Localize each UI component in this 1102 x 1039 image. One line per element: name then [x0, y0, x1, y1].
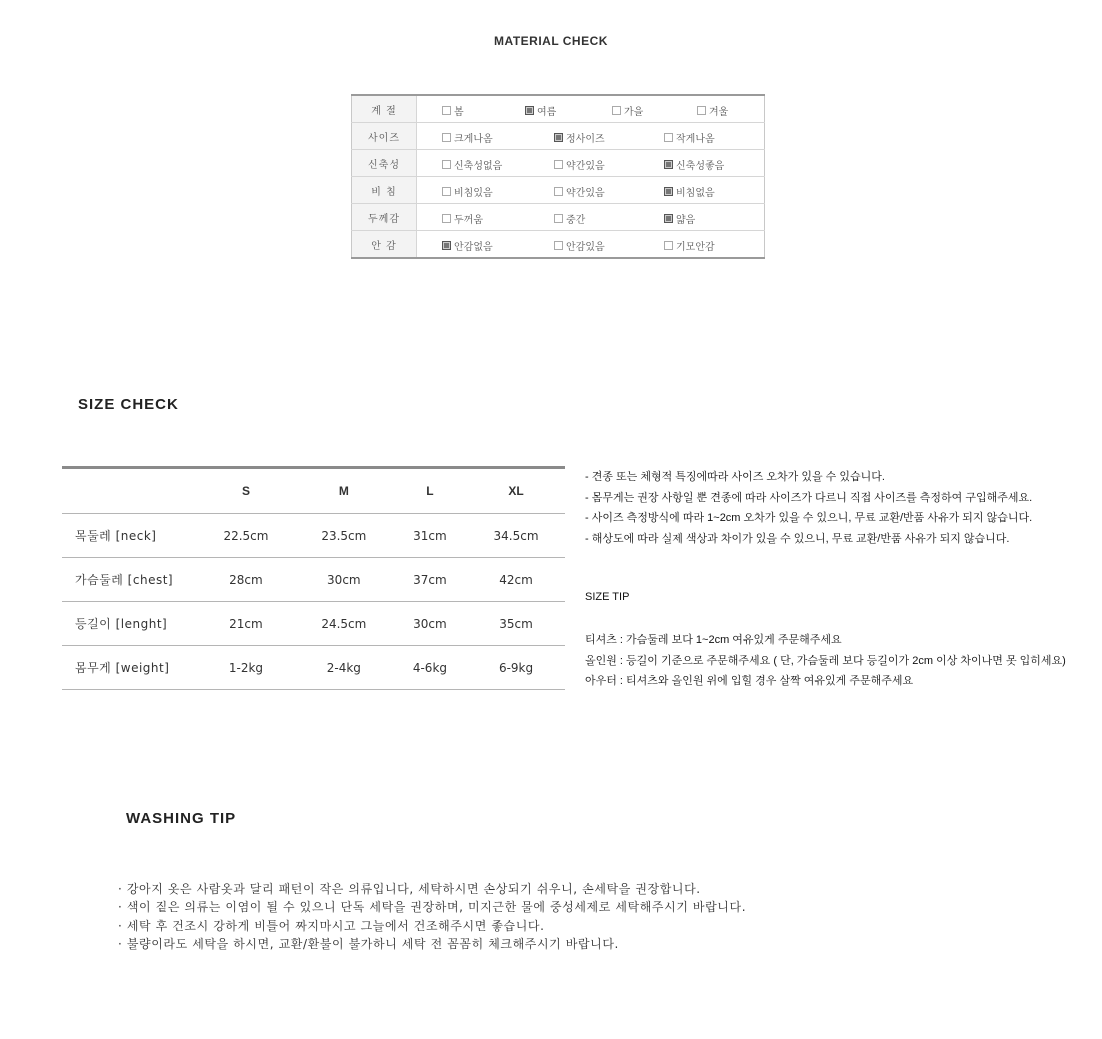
- tip-line: 올인원 : 등길이 기준으로 주문해주세요 ( 단, 가슴둘레 보다 등길이가 2cm 이상 차이나면 못 입히세요): [585, 654, 1066, 667]
- option-thin: 얇음: [664, 211, 695, 226]
- material-row-lining: [352, 231, 765, 259]
- checkbox-checked-icon: [525, 106, 534, 115]
- option-sheer: 비침있음: [442, 184, 493, 199]
- option-medium: 중간: [554, 211, 585, 226]
- material-row-label: 두께감: [352, 204, 417, 231]
- option-not-sheer: 비침없음: [664, 184, 715, 199]
- size-header-col: XL: [467, 468, 565, 514]
- table-row: [62, 602, 565, 646]
- checkbox-icon: [664, 241, 673, 250]
- table-row: [62, 646, 565, 690]
- option-winter: 겨울: [697, 103, 728, 118]
- checkbox-checked-icon: [664, 214, 673, 223]
- checkbox-icon: [442, 160, 451, 169]
- table-cell: 22.5cm: [197, 514, 295, 558]
- option-no-lining: 안감없음: [442, 238, 493, 253]
- table-cell: 1-2kg: [197, 646, 295, 690]
- option-lining: 안감있음: [554, 238, 605, 253]
- checkbox-icon: [442, 187, 451, 196]
- table-cell: 4-6kg: [393, 646, 467, 690]
- material-table: [351, 94, 765, 259]
- material-row-sheer: [352, 177, 765, 204]
- size-tips: [585, 630, 1066, 692]
- option-spring: 봄: [442, 103, 464, 118]
- material-row-label: 계 절: [352, 95, 417, 123]
- size-header-col: S: [197, 468, 295, 514]
- material-row-label: 안 감: [352, 231, 417, 259]
- checkbox-checked-icon: [664, 160, 673, 169]
- material-row-label: 신축성: [352, 150, 417, 177]
- checkbox-icon: [664, 133, 673, 142]
- list-item: · 불량이라도 세탁을 하시면, 교환/환불이 불가하니 세탁 전 꼼꼼히 체크해주시기 바랍니다.: [118, 936, 619, 951]
- material-row-season: [352, 95, 765, 123]
- material-row-size: [352, 123, 765, 150]
- option-good-stretch: 신축성좋음: [664, 157, 724, 172]
- table-row: [62, 514, 565, 558]
- checkbox-icon: [442, 214, 451, 223]
- washing-tip-title: WASHING TIP: [126, 810, 237, 827]
- option-slightly-sheer: 약간있음: [554, 184, 605, 199]
- option-runs-large: 크게나옴: [442, 130, 493, 145]
- checkbox-icon: [554, 214, 563, 223]
- checkbox-checked-icon: [554, 133, 563, 142]
- checkbox-icon: [554, 187, 563, 196]
- note-line: - 견종 또는 체형적 특징에따라 사이즈 오차가 있을 수 있습니다.: [585, 471, 885, 483]
- size-header-col: L: [393, 468, 467, 514]
- option-some-stretch: 약간있음: [554, 157, 605, 172]
- checkbox-icon: [554, 241, 563, 250]
- checkbox-icon: [697, 106, 706, 115]
- option-summer: 여름: [525, 103, 556, 118]
- list-item: · 색이 짙은 의류는 이염이 될 수 있으니 단독 세탁을 권장하며, 미지근한 물에 중성세제로 세탁해주시기 바랍니다.: [118, 900, 747, 915]
- material-row-label: 비 침: [352, 177, 417, 204]
- table-cell: 37cm: [393, 558, 467, 602]
- checkbox-icon: [442, 133, 451, 142]
- table-cell: 21cm: [197, 602, 295, 646]
- washing-tips-list: [118, 880, 746, 953]
- option-thick: 두꺼움: [442, 211, 483, 226]
- option-autumn: 가을: [612, 103, 643, 118]
- tip-line: 아우터 : 티셔츠와 올인원 위에 입힐 경우 살짝 여유있게 주문해주세요: [585, 675, 914, 687]
- size-notes: [585, 467, 1032, 549]
- list-item: · 세탁 후 건조시 강하게 비틀어 짜지마시고 그늘에서 건조해주시면 좋습니다.: [118, 918, 545, 933]
- table-cell: 42cm: [467, 558, 565, 602]
- table-cell: 35cm: [467, 602, 565, 646]
- tip-line: 티셔츠 : 가슴둘레 보다 1~2cm 여유있게 주문해주세요: [585, 634, 842, 646]
- option-runs-small: 작게나옴: [664, 130, 715, 145]
- option-fleece-lining: 기모안감: [664, 238, 715, 253]
- table-row: [62, 558, 565, 602]
- table-cell: 2-4kg: [295, 646, 393, 690]
- checkbox-checked-icon: [442, 241, 451, 250]
- size-table: [62, 466, 565, 690]
- option-true-to-size: 정사이즈: [554, 130, 605, 145]
- size-header-row: [62, 468, 565, 514]
- size-header-blank: [62, 468, 197, 514]
- note-line: - 몸무게는 권장 사항일 뿐 견종에 따라 사이즈가 다르니 직접 사이즈를 측정하여 구입해주세요.: [585, 491, 1033, 504]
- table-cell: 6-9kg: [467, 646, 565, 690]
- material-row-stretch: [352, 150, 765, 177]
- row-label-chest: 가슴둘레 [chest]: [62, 558, 197, 602]
- row-label-neck: 목둘레 [neck]: [62, 514, 197, 558]
- checkbox-checked-icon: [664, 187, 673, 196]
- note-line: - 해상도에 따라 실제 색상과 차이가 있을 수 있으니, 무료 교환/반품 사유가 되지 않습니다.: [585, 532, 1010, 545]
- material-check-title: MATERIAL CHECK: [494, 34, 608, 48]
- size-header-col: M: [295, 468, 393, 514]
- material-row-label: 사이즈: [352, 123, 417, 150]
- checkbox-icon: [612, 106, 621, 115]
- table-cell: 28cm: [197, 558, 295, 602]
- size-check-title: SIZE CHECK: [78, 396, 179, 413]
- table-cell: 31cm: [393, 514, 467, 558]
- option-no-stretch: 신축성없음: [442, 157, 502, 172]
- material-row-thickness: [352, 204, 765, 231]
- row-label-length: 등길이 [lenght]: [62, 602, 197, 646]
- note-line: - 사이즈 측정방식에 따라 1~2cm 오차가 있을 수 있으니, 무료 교환/반품 사유가 되지 않습니다.: [585, 512, 1033, 524]
- table-cell: 30cm: [393, 602, 467, 646]
- table-cell: 30cm: [295, 558, 393, 602]
- size-tip-title: SIZE TIP: [585, 591, 630, 603]
- table-cell: 34.5cm: [467, 514, 565, 558]
- checkbox-icon: [554, 160, 563, 169]
- list-item: · 강아지 옷은 사람옷과 달리 패턴이 작은 의류입니다, 세탁하시면 손상되기 쉬우니, 손세탁을 권장합니다.: [118, 882, 701, 896]
- table-cell: 24.5cm: [295, 602, 393, 646]
- row-label-weight: 몸무게 [weight]: [62, 646, 197, 690]
- table-cell: 23.5cm: [295, 514, 393, 558]
- checkbox-icon: [442, 106, 451, 115]
